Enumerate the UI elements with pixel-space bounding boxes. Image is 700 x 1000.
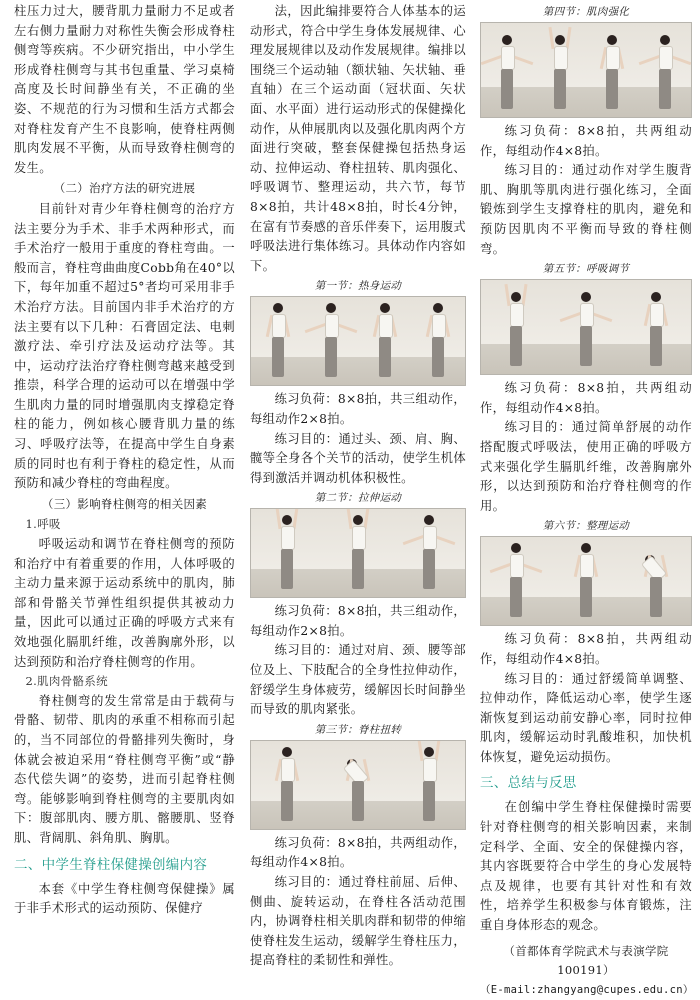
body-paragraph: 在创编中学生脊柱保健操时需要针对脊柱侧弯的相关影响因素，来制定科学、全面、安全的保健操内容，其内容既要符合中学生的身心发展特点及规律，也要有其针对性和有效性，培养学生积极参与体育锻炼，注重自身体形态的观念。 [480, 800, 692, 933]
column-right [480, 2, 692, 1000]
subsection-heading: （二）治疗方法的研究进展 [53, 181, 196, 196]
practice-load: 练习负荷：8×8拍，共三组动作，每组动作2×8拍。 [250, 604, 466, 638]
student-figure [575, 543, 597, 621]
figure-caption: 第五节：呼吸调节 [542, 263, 630, 276]
student-figure [347, 515, 369, 593]
student-figure [601, 35, 623, 113]
practice-load: 练习负荷：8×8拍，共两组动作，每组动作4×8拍。 [480, 381, 692, 415]
figure-caption: 第一节：热身运动 [314, 280, 402, 293]
exercise-photo-muscle [480, 22, 692, 118]
student-figure [418, 515, 440, 593]
practice-goal: 练习目的：通过动作对学生腹背肌、胸肌等肌肉进行强化练习，全面锻炼到学生支撑脊柱的肌肉，避免和预防因肌肉不平衡而导致的脊柱侧弯。 [480, 163, 692, 256]
figure-caption: 第二节：拉伸运动 [314, 492, 402, 505]
minor-heading: 1.呼吸 [25, 517, 61, 532]
practice-goal: 练习目的：通过脊柱前屈、后伸、侧曲、旋转运动，在脊柱各活动范围内，协调脊柱相关肌肉群和韧带的伸缩使脊柱发生运动，缓解学生脊柱压力，提高脊柱的柔韧性和弹性。 [250, 875, 466, 968]
student-figure [320, 303, 342, 381]
exercise-photo-stretch [250, 508, 466, 598]
exercise-photo-spine-twist [250, 740, 466, 830]
student-figure [276, 515, 298, 593]
student-figure [654, 35, 676, 113]
exercise-photo-warmup [250, 296, 466, 386]
student-figure [645, 543, 667, 621]
body-paragraph: 法，因此编排要符合人体基本的运动形式，符合中学生身体发展规律、心理发展规律以及动作发展规律。编排以围绕三个运动轴（额状轴、矢状轴、垂直轴）在三个运动面（冠状面、矢状面、水平面）进行运动形式的保健操化动作，从伸展肌肉以及强化肌肉两个方面进行突破，整套保健操包括热身运动、拉伸运动、脊柱扭转、肌肉强化、呼吸调节、整理运动，共六节，每节8×8拍，共计48×8拍，时长4分钟，在富有节奏感的音乐伴奏下，运用腹式呼吸法进行集体练习。具体动作内容如下。 [250, 4, 466, 273]
practice-goal: 练习目的：通过简单舒展的动作搭配腹式呼吸法，使用正确的呼吸方式来强化学生膈肌纤维，改善胸廓外形，以达到预防和治疗脊柱侧弯的作用。 [480, 420, 692, 513]
figure-caption: 第四节：肌肉强化 [542, 6, 630, 18]
practice-goal: 练习目的：通过头、颈、肩、胸、髋等全身各个关节的活动，使学生机体得到激活并调动机体积极性。 [250, 431, 466, 485]
body-paragraph: 脊柱侧弯的发生常常是由于载荷与骨骼、韧带、肌肉的承重不相称而引起的，当不同部位的骨骼排列失衡时，身体就会被迫采用“脊柱侧弯平衡”或“静态代偿失调”的姿势，进而引起脊柱侧弯。能够影响到脊柱侧弯的主要肌肉如下：腹部肌肉、腰方肌、髂腰肌、竖脊肌、背阔肌、斜角肌、胸肌。 [14, 693, 235, 845]
student-figure [418, 747, 440, 825]
column-left [14, 2, 235, 919]
section-heading: 二、中学生脊柱保健操创编内容 [14, 856, 208, 873]
practice-goal: 练习目的：通过舒缓简单调整、拉伸动作，降低运动心率，使学生逐渐恢复到运动前安静心率，同时拉伸肌肉，缓解运动时乳酸堆积，加快机体恢复，避免运动损伤。 [480, 671, 692, 764]
section-heading: 三、总结与反思 [480, 775, 577, 792]
figure-caption: 第三节：脊柱扭转 [314, 723, 402, 736]
student-figure [496, 35, 518, 113]
student-figure [427, 303, 449, 381]
student-figure [505, 543, 527, 621]
student-figure [505, 292, 527, 370]
figure-caption: 第六节：整理运动 [542, 520, 630, 533]
exercise-photo-cooldown [480, 536, 692, 626]
student-figure [645, 292, 667, 370]
student-figure [276, 747, 298, 825]
exercise-photo-breathing [480, 279, 692, 375]
body-paragraph: 柱压力过大，腰背肌力量耐力不足或者左右侧力量耐力对称性失衡会形成脊柱侧弯等疾病。不少研究指出，中小学生形成脊柱侧弯与其书包重量、学习桌椅高度及长时间静坐有关，不正确的坐姿、不规范的行为习惯和生活方式都会对脊柱发育产生不良影响，使脊柱两侧肌肉发展不平衡，从而导致脊柱侧弯的发生。 [14, 4, 235, 175]
body-paragraph: 目前针对青少年脊柱侧弯的治疗方法主要分为手术、非手术两种形式，而手术治疗一般用于重度的脊柱弯曲。一般而言，脊柱弯曲曲度Cobb角在40°以下，每年加重不超过5°者均可采用非手术治疗方法。目前国内非手术治疗的方法主要有以下几种：石膏固定法、电刺激疗法、牵引疗法及运动疗法等。其中，运动疗法治疗脊柱侧弯越来越受到推崇，科学合理的运动可以在增强中学生肌肉力量的同时增强肌肉支撑稳定脊柱的能力，例如核心腰背肌力量的练习、呼吸疗法等，在提高中学生自身素质的同时也有利于脊柱的稳定性，从而预防和减少脊柱的弯曲程度。 [14, 201, 235, 491]
minor-heading: 2.肌肉骨骼系统 [25, 674, 108, 689]
student-figure [575, 292, 597, 370]
practice-load: 练习负荷：8×8拍，共两组动作，每组动作4×8拍。 [250, 835, 466, 870]
student-figure [347, 747, 369, 825]
subsection-heading: （三）影响脊柱侧弯的相关因素 [41, 496, 208, 511]
column-middle [250, 2, 466, 971]
body-paragraph: 本套《中学生脊柱侧弯保健操》属于非手术形式的运动预防、保健疗 [14, 881, 235, 916]
practice-load: 练习负荷：8×8拍，共三组动作，每组动作2×8拍。 [250, 392, 466, 426]
practice-load: 练习负荷：8×8拍，共两组动作，每组动作4×8拍。 [480, 632, 692, 666]
practice-goal: 练习目的：通过对肩、颈、腰等部位及上、下肢配合的全身性拉伸动作，舒缓学生身体疲劳，缓解因长时间静坐而导致的肌肉紧张。 [250, 643, 466, 717]
student-figure [549, 35, 571, 113]
student-figure [267, 303, 289, 381]
body-paragraph: 呼吸运动和调节在脊柱侧弯的预防和治疗中有着重要的作用，人体呼吸的主动力量来源于运动系统中的肌肉，肺部和骨骼关节弹性组织提供其被动力量，因此可以通过正确的呼吸方式来有效地强化膈肌纤维，改善胸廓外形，以达到预防和治疗脊柱侧弯的作用。 [14, 537, 235, 669]
author-affiliation: （首都体育学院武术与表演学院 100191） [503, 943, 681, 978]
practice-load: 练习负荷：8×8拍，共两组动作，每组动作4×8拍。 [480, 124, 692, 158]
author-email: （E-mail:zhangyang@cupes.edu.cn） [480, 983, 694, 996]
student-figure [374, 303, 396, 381]
